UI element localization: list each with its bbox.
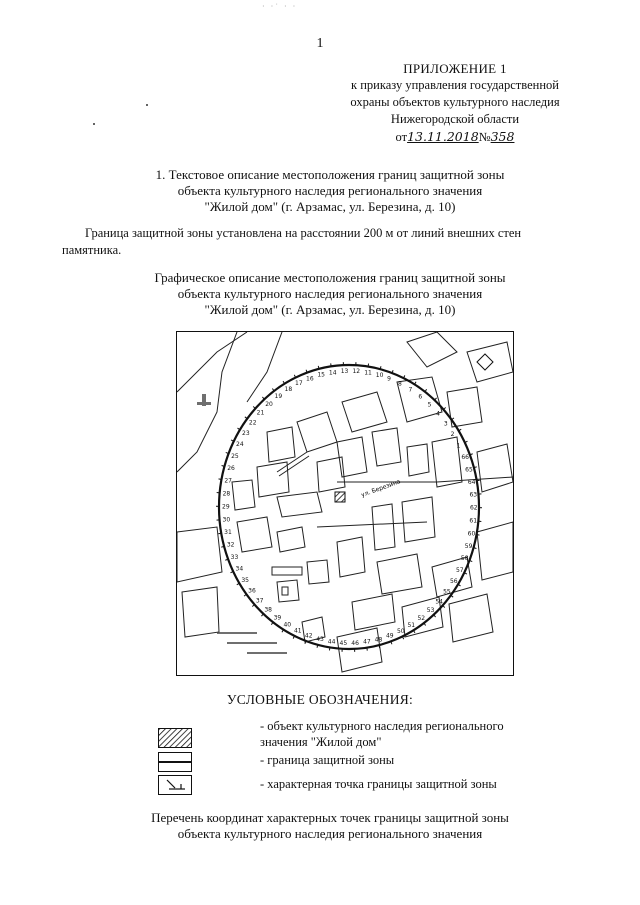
- legend-label: - объект культурного наследия регионального: [260, 719, 504, 733]
- boundary-point-number: 7: [408, 386, 413, 394]
- boundary-point-number: 3: [443, 420, 448, 428]
- boundary-point-number: 17: [295, 380, 303, 388]
- boundary-point-number: 65: [465, 466, 473, 474]
- boundary-point-mark: [379, 645, 380, 648]
- boundary-point-number: 62: [469, 504, 478, 512]
- boundary-point-number: 25: [231, 452, 239, 460]
- boundary-point-number: 43: [316, 636, 324, 644]
- scan-dot: [146, 104, 148, 106]
- section2-heading: [60, 270, 600, 318]
- boundary-point-number: 38: [264, 606, 272, 614]
- boundary-point-number: 18: [284, 385, 293, 393]
- legend-item-heritage: [260, 718, 504, 750]
- boundary-point-number: 45: [339, 639, 348, 647]
- boundary-point-number: 47: [363, 638, 371, 646]
- boundary-point-mark: [271, 622, 273, 624]
- boundary-point-number: 2: [450, 431, 455, 439]
- legend-heritage-swatch: [158, 728, 192, 748]
- boundary-point-mark: [318, 366, 319, 369]
- boundary-point-number: 1: [456, 442, 461, 450]
- handwritten-date: 13.11.2018: [407, 129, 479, 144]
- handwritten-number: 358: [490, 129, 515, 144]
- boundary-point-number: 44: [327, 638, 336, 646]
- boundary-point-mark: [477, 535, 480, 536]
- legend-item-boundary: - граница защитной зоны: [260, 753, 395, 767]
- boundary-point-number: 37: [255, 597, 264, 605]
- boundary-point-number: 57: [455, 566, 464, 574]
- boundary-point-number: 32: [226, 541, 235, 549]
- appendix-line: к приказу управления государственной: [351, 78, 559, 92]
- boundary-point-mark: [424, 623, 426, 625]
- heading-line: объекта культурного наследия регионального значения: [177, 286, 483, 301]
- boundary-point-number: 56: [449, 578, 458, 586]
- heading-line: Графическое описание местоположения границ защитной зоны: [154, 270, 506, 285]
- boundary-point-number: 64: [467, 478, 476, 486]
- boundary-line-icon: [159, 761, 191, 763]
- legend-point-swatch: [158, 775, 192, 795]
- boundary-point-number: 41: [293, 627, 302, 635]
- boundary-point-number: 36: [248, 587, 256, 595]
- appendix-header: [330, 60, 580, 146]
- footer-line: объекта культурного наследия регионального значения: [177, 826, 483, 841]
- boundary-point-number: 19: [274, 392, 283, 400]
- boundary-point-number: 39: [273, 614, 282, 622]
- north-arrow-icon: [477, 354, 493, 370]
- heading-line: "Жилой дом" (г. Арзамас, ул. Березина, д. 10): [204, 302, 456, 317]
- boundary-point-number: 10: [375, 371, 384, 379]
- boundary-point-number: 66: [461, 454, 469, 462]
- footer-line: Перечень координат характерных точек границы защитной зоны: [151, 810, 509, 825]
- boundary-point-number: 52: [417, 615, 426, 623]
- page-number: 1: [316, 36, 324, 51]
- map-svg: [177, 332, 513, 675]
- boundary-point-number: 5: [427, 401, 432, 409]
- boundary-point-number: 22: [248, 419, 257, 427]
- boundary-point-number: 33: [230, 553, 239, 561]
- scan-specks: · ·˙ · ·: [262, 2, 298, 11]
- boundary-point-number: 11: [364, 369, 372, 377]
- boundary-point-number: 53: [426, 607, 435, 615]
- boundary-point-number: 24: [236, 441, 244, 449]
- boundary-point-mark: [272, 388, 274, 390]
- boundary-point-number: 61: [469, 517, 478, 525]
- boundary-point-mark: [317, 645, 318, 648]
- boundary-point-number: 42: [304, 632, 313, 640]
- boundary-point-number: 48: [374, 636, 383, 644]
- boundary-point-number: 34: [235, 565, 244, 573]
- boundary-point-number: 28: [222, 490, 231, 498]
- boundary-point-number: 21: [256, 409, 265, 417]
- legend-item-point: - характерная точка границы защитной зоны: [260, 777, 497, 791]
- boundary-point-number: 20: [265, 400, 273, 408]
- legend-title: УСЛОВНЫЕ ОБОЗНАЧЕНИЯ:: [226, 692, 414, 707]
- point-labels: [222, 368, 478, 647]
- coordinates-list-heading: [60, 810, 600, 842]
- boundary-point-number: 31: [224, 529, 232, 537]
- protection-zone-map: [176, 331, 514, 676]
- appendix-line: охраны объектов культурного наследия: [350, 95, 560, 109]
- heading-line: объекта культурного наследия регионального значения: [177, 183, 483, 198]
- boundary-point-number: 49: [385, 632, 394, 640]
- boundary-point-number: 50: [396, 627, 405, 635]
- boundary-point-number: 35: [241, 576, 250, 584]
- paragraph-line: Граница защитной зоны установлена на расстоянии 200 м от линий внешних стен: [85, 226, 522, 240]
- boundary-point-number: 58: [460, 555, 469, 563]
- paragraph-line: памятника.: [62, 243, 122, 257]
- appendix-line: Нижегородской области: [390, 112, 520, 126]
- scan-dot: [93, 123, 95, 125]
- heading-line: 1. Текстовое описание местоположения границ защитной зоны: [155, 167, 505, 182]
- boundary-paragraph: [62, 225, 597, 259]
- legend-label: значения "Жилой дом": [260, 735, 382, 749]
- boundary-point-number: 46: [351, 639, 359, 647]
- boundary-point-number: 4: [436, 410, 440, 418]
- boundary-point-number: 27: [224, 477, 232, 485]
- boundary-points: [216, 362, 482, 652]
- heritage-object-marker: [335, 492, 345, 502]
- street-label: ул. Березина: [360, 478, 402, 499]
- boundary-point-number: 55: [443, 588, 451, 596]
- hatched-swatch-icon: [159, 729, 191, 747]
- boundary-point-number: 14: [328, 369, 337, 377]
- section1-heading: [60, 167, 600, 215]
- heading-line: "Жилой дом" (г. Арзамас, ул. Березина, д. 10): [204, 199, 456, 214]
- legend-boundary-swatch: [158, 752, 192, 772]
- boundary-point-mark: [380, 366, 381, 369]
- boundary-point-number: 15: [317, 371, 325, 379]
- boundary-point-mark: [477, 480, 480, 481]
- boundary-point-number: 9: [387, 375, 391, 383]
- boundary-point-number: 8: [398, 380, 402, 388]
- boundary-point-number: 29: [222, 503, 230, 511]
- boundary-point-mark: [219, 479, 222, 480]
- boundary-point-number: 63: [469, 491, 478, 499]
- date-prefix: от: [395, 130, 408, 144]
- boundary-point-number: 13: [340, 368, 349, 376]
- boundary-point-number: 59: [464, 542, 473, 550]
- boundary-point-number: 16: [306, 375, 314, 383]
- boundary-point-number: 40: [283, 621, 292, 629]
- boundary-point-mark: [218, 533, 221, 534]
- boundary-point-number: 12: [352, 368, 361, 376]
- boundary-point-icon: [159, 776, 191, 794]
- boundary-point-number: 54: [435, 598, 443, 606]
- boundary-point-number: 30: [222, 516, 231, 524]
- boundary-point-number: 6: [418, 393, 423, 401]
- boundary-point-number: 60: [467, 530, 476, 538]
- boundary-point-number: 23: [242, 429, 250, 437]
- boundary-point-number: 51: [407, 622, 416, 630]
- number-prefix: №: [478, 130, 491, 144]
- appendix-title: ПРИЛОЖЕНИЕ 1: [403, 61, 507, 76]
- boundary-point-mark: [425, 389, 427, 391]
- appendix-date-line: [330, 128, 580, 146]
- boundary-point-number: 26: [227, 465, 235, 473]
